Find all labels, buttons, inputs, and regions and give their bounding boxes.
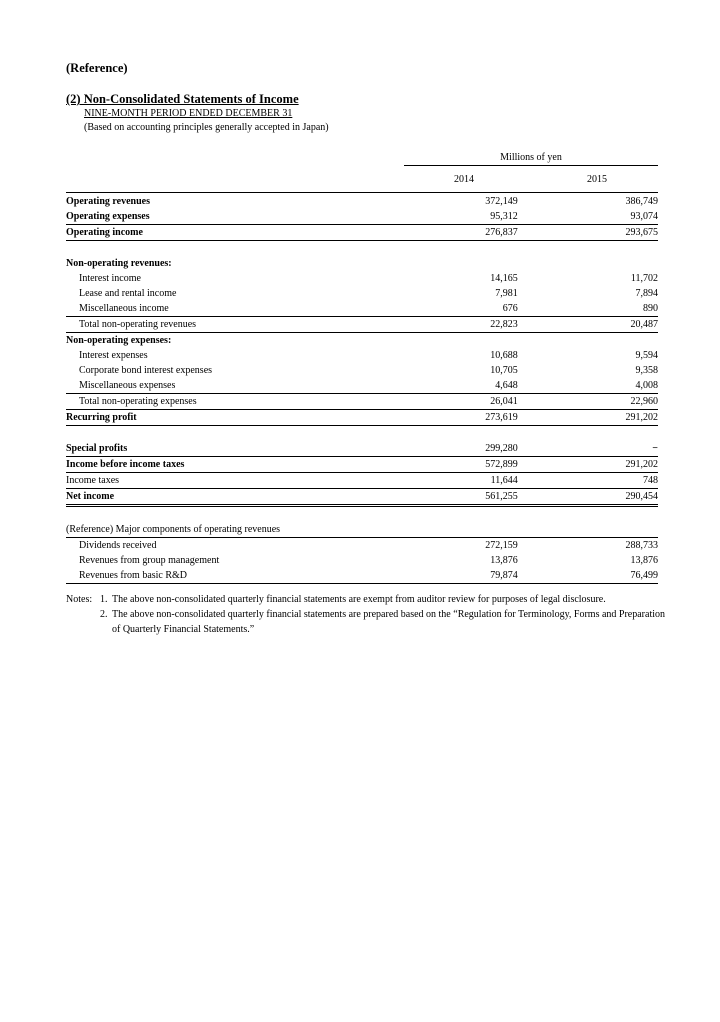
notes-section bbox=[66, 592, 666, 637]
table-row bbox=[66, 333, 658, 349]
units-label: Millions of yen bbox=[500, 152, 562, 163]
section-label: Non-operating expenses: bbox=[66, 335, 172, 346]
value-2014: 79,874 bbox=[434, 568, 518, 584]
units-rule bbox=[404, 165, 658, 166]
value-2015: 76,499 bbox=[574, 568, 658, 584]
table-row bbox=[66, 457, 658, 473]
value-2014: 4,648 bbox=[434, 378, 518, 394]
reference-heading: (Reference) bbox=[66, 61, 128, 75]
value-2014: 299,280 bbox=[434, 441, 518, 457]
table-row bbox=[66, 317, 658, 333]
row-label: Revenues from group management bbox=[79, 555, 220, 566]
value-2014: 13,876 bbox=[490, 555, 518, 566]
value-2015: 9,594 bbox=[635, 350, 658, 361]
table-row bbox=[66, 473, 658, 489]
row-label: Miscellaneous income bbox=[66, 301, 434, 317]
row-label: Corporate bond interest expenses bbox=[79, 365, 213, 376]
table-row bbox=[66, 225, 658, 241]
table-row bbox=[66, 194, 658, 209]
accounting-basis: (Based on accounting principles generally accepted in Japan) bbox=[84, 122, 329, 133]
table-row bbox=[66, 489, 658, 506]
value-2015: 13,876 bbox=[630, 555, 658, 566]
value-2015: 20,487 bbox=[574, 317, 658, 333]
row-label: Operating expenses bbox=[66, 209, 434, 225]
table-row bbox=[66, 394, 658, 410]
table-row bbox=[66, 363, 658, 378]
value-2014: 95,312 bbox=[434, 209, 518, 225]
value-2015: 290,454 bbox=[574, 489, 658, 506]
notes-lead: Notes: bbox=[66, 594, 93, 605]
note-item bbox=[66, 607, 666, 637]
value-2014: 372,149 bbox=[485, 196, 518, 207]
value-2015: 386,749 bbox=[625, 196, 658, 207]
row-label: Miscellaneous expenses bbox=[66, 378, 434, 394]
value-2015: 11,702 bbox=[630, 273, 658, 284]
table-row bbox=[66, 553, 658, 568]
note-text: The above non-consolidated quarterly financial statements are exempt from auditor review for purposes of legal disclosure. bbox=[112, 594, 606, 605]
value-2015: 890 bbox=[574, 301, 658, 317]
note-text: The above non-consolidated quarterly financial statements are prepared based on the “Regulation for Terminology, Forms and Preparation of Quarterly Financial Statements.” bbox=[112, 609, 666, 635]
row-label: Operating revenues bbox=[66, 196, 150, 207]
note-item bbox=[66, 592, 666, 607]
column-header-2014: 2014 bbox=[454, 174, 474, 185]
header-rule bbox=[66, 192, 658, 193]
row-label: Recurring profit bbox=[66, 410, 434, 426]
table-row bbox=[66, 522, 658, 538]
row-label: Dividends received bbox=[79, 540, 157, 551]
row-label: Net income bbox=[66, 489, 434, 506]
row-label: Interest income bbox=[79, 273, 141, 284]
table-row bbox=[66, 271, 658, 286]
income-statement-table bbox=[66, 194, 658, 584]
row-label: Total non-operating revenues bbox=[66, 317, 434, 333]
note-number: 2. bbox=[100, 609, 108, 620]
section-label: Non-operating revenues: bbox=[66, 258, 172, 269]
value-2014: 26,041 bbox=[434, 394, 518, 410]
table-row bbox=[66, 441, 658, 457]
row-label: Operating income bbox=[66, 225, 434, 241]
table-row bbox=[66, 209, 658, 225]
value-2014: 276,837 bbox=[434, 225, 518, 241]
row-label: Total non-operating expenses bbox=[66, 394, 434, 410]
value-2014: 561,255 bbox=[434, 489, 518, 506]
row-label: Income taxes bbox=[66, 473, 434, 489]
value-2015: 748 bbox=[574, 473, 658, 489]
table-row bbox=[66, 538, 658, 554]
row-label: Interest expenses bbox=[79, 350, 148, 361]
section-title: (2) Non-Consolidated Statements of Income bbox=[66, 92, 299, 106]
value-2014: 22,823 bbox=[434, 317, 518, 333]
table-row bbox=[66, 256, 658, 271]
note-number: 1. bbox=[100, 594, 108, 605]
value-2015: 93,074 bbox=[574, 209, 658, 225]
value-2015: 293,675 bbox=[574, 225, 658, 241]
value-2015: 7,894 bbox=[635, 288, 658, 299]
value-2015: 22,960 bbox=[574, 394, 658, 410]
value-2015: 291,202 bbox=[574, 410, 658, 426]
value-2014: 10,705 bbox=[490, 365, 518, 376]
value-2014: 10,688 bbox=[490, 350, 518, 361]
value-2014: 7,981 bbox=[495, 288, 518, 299]
table-row bbox=[66, 348, 658, 363]
table-row bbox=[66, 410, 658, 426]
value-2015: 4,008 bbox=[574, 378, 658, 394]
value-2014: 273,619 bbox=[434, 410, 518, 426]
value-2014: 572,899 bbox=[434, 457, 518, 473]
value-2014: 676 bbox=[434, 301, 518, 317]
period-subtitle: NINE-MONTH PERIOD ENDED DECEMBER 31 bbox=[84, 108, 293, 119]
value-2015: 288,733 bbox=[625, 540, 658, 551]
value-2014: 272,159 bbox=[485, 540, 518, 551]
row-label: Income before income taxes bbox=[66, 457, 434, 473]
table-row bbox=[66, 301, 658, 317]
row-label: Special profits bbox=[66, 441, 434, 457]
column-header-2015: 2015 bbox=[587, 174, 607, 185]
value-2014: 14,165 bbox=[490, 273, 518, 284]
table-row bbox=[66, 378, 658, 394]
value-2015: − bbox=[574, 441, 658, 457]
table-row bbox=[66, 568, 658, 584]
section-label: (Reference) Major components of operating revenues bbox=[66, 522, 658, 538]
value-2014: 11,644 bbox=[434, 473, 518, 489]
row-label: Revenues from basic R&D bbox=[66, 568, 434, 584]
row-label: Lease and rental income bbox=[79, 288, 177, 299]
value-2015: 291,202 bbox=[574, 457, 658, 473]
table-row bbox=[66, 286, 658, 301]
value-2015: 9,358 bbox=[635, 365, 658, 376]
